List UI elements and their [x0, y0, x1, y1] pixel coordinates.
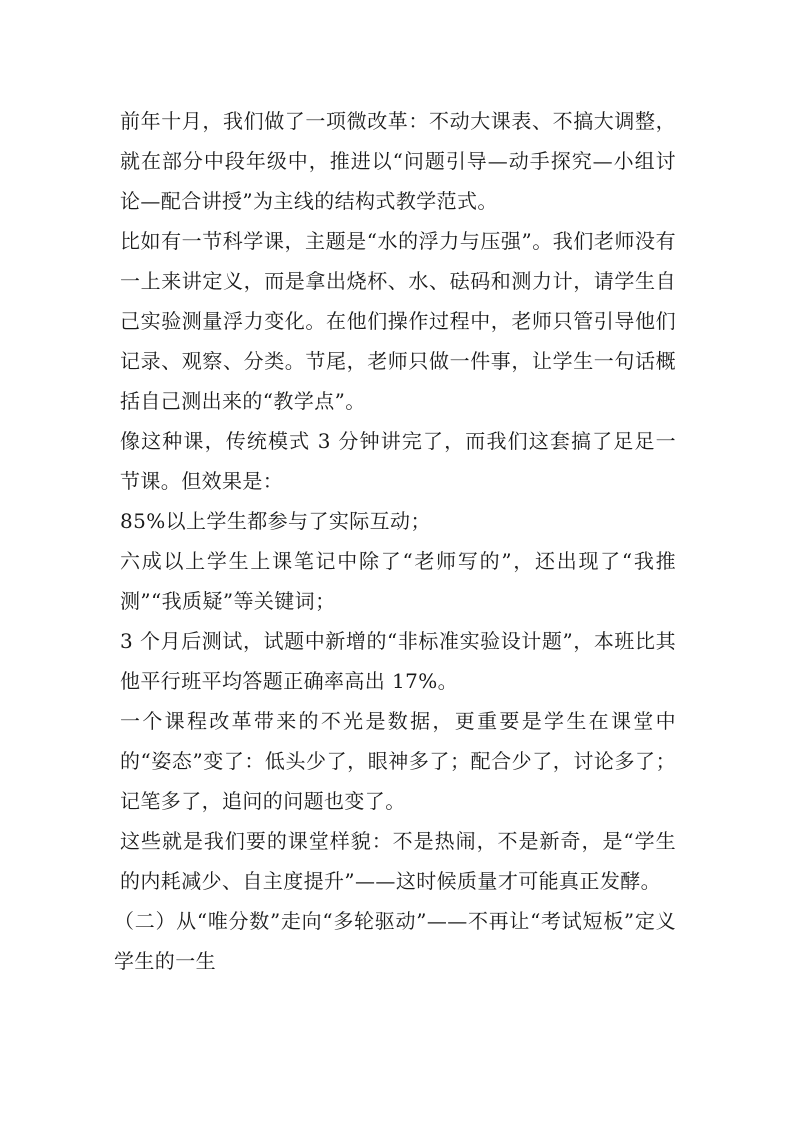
paragraph-time-comparison: 像这种课，传统模式 3 分钟讲完了，而我们这套搞了足足一节课。但效果是：	[120, 429, 676, 493]
paragraph-classroom-vision: 这些就是我们要的课堂样貌：不是热闹，不是新奇，是“学生的内耗减少、自主度提升”——这时候质量才可能真正发酵。	[120, 829, 676, 893]
result-item-test-accuracy: 3 个月后测试，试题中新增的“非标准实验设计题”，本班比其他平行班平均答题正确率高出 17%。	[120, 629, 676, 693]
paragraph-attitude-change: 一个课程改革带来的不光是数据，更重要是学生在课堂中的“姿态”变了：低头少了，眼神多了；配合少了，讨论多了；记笔多了，追问的问题也变了。	[120, 709, 676, 813]
paragraph-science-class-example: 比如有一节科学课，主题是“水的浮力与压强”。我们老师没有一上来讲定义，而是拿出烧杯、水、砝码和测力计，请学生自己实验测量浮力变化。在他们操作过程中，老师只管引导他们记录、观察、分类。节尾，老师只做一件事，让学生一句话概括自己测出来的“教学点”。	[120, 229, 676, 413]
result-item-participation: 85%以上学生都参与了实际互动；	[120, 509, 431, 533]
section-heading-multi-drive: （二）从“唯分数”走向“多轮驱动”——不再让“考试短板”定义学生的一生	[114, 909, 676, 973]
paragraph-micro-reform: 前年十月，我们做了一项微改革：不动大课表、不搞大调整，就在部分中段年级中，推进以“问题引导—动手探究—小组讨论—配合讲授”为主线的结构式教学范式。	[120, 109, 676, 213]
document-body	[114, 101, 676, 981]
result-item-notes-keywords: 六成以上学生上课笔记中除了“老师写的”，还出现了“我推测”“我质疑”等关键词；	[120, 549, 676, 613]
